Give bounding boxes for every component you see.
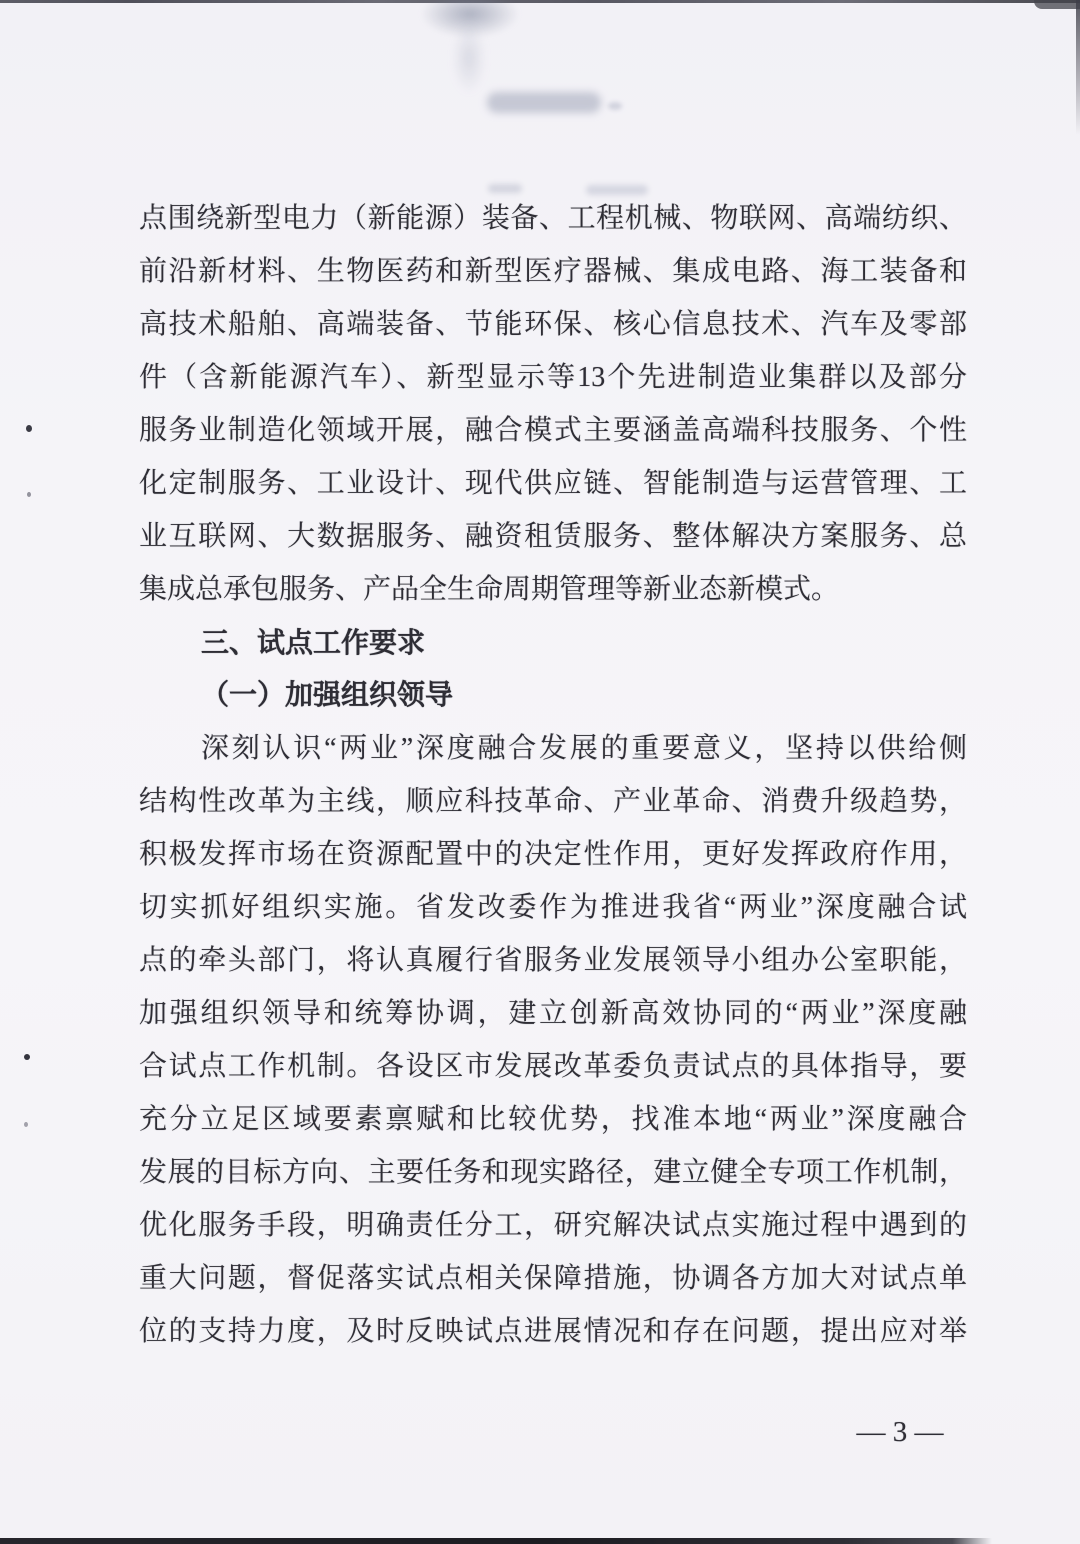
scan-smudge	[487, 92, 601, 113]
section-heading: 三、试点工作要求	[201, 627, 426, 658]
scan-right-edge	[1076, 0, 1080, 135]
body-line: 积极发挥市场在资源配置中的决定性作用，更好发挥政府作用，	[139, 839, 967, 870]
scan-top-edge	[0, 0, 1080, 3]
scan-speck	[27, 492, 31, 497]
body-line: 业互联网、大数据服务、融资租赁服务、整体解决方案服务、总	[139, 521, 967, 552]
scan-smudge	[452, 22, 486, 94]
subsection-heading: （一）加强组织领导	[201, 680, 454, 711]
body-line: 服务业制造化领域开展，融合模式主要涵盖高端科技服务、个性	[139, 415, 967, 446]
body-line: 发展的目标方向、主要任务和现实路径，建立健全专项工作机制，	[139, 1157, 967, 1188]
scan-smudge	[608, 102, 622, 110]
body-line: 充分立足区域要素禀赋和比较优势，找准本地“两业”深度融合	[139, 1104, 967, 1135]
body-line: 件（含新能源汽车）、新型显示等13个先进制造业集群以及部分	[139, 362, 967, 393]
document-body	[139, 192, 967, 1358]
scan-speck	[24, 1122, 28, 1127]
body-line: 前沿新材料、生物医药和新型医疗器械、集成电路、海工装备和	[139, 256, 967, 287]
body-line: 集成总承包服务、产品全生命周期管理等新业态新模式。	[139, 574, 840, 605]
body-line: 化定制服务、工业设计、现代供应链、智能制造与运营管理、工	[139, 468, 967, 499]
body-line: 点围绕新型电力（新能源）装备、工程机械、物联网、高端纺织、	[139, 203, 967, 234]
scan-corner-mark	[1034, 0, 1080, 9]
body-line: 重大问题，督促落实试点相关保障措施，协调各方加大对试点单	[139, 1263, 967, 1294]
body-line: 高技术船舶、高端装备、节能环保、核心信息技术、汽车及零部	[139, 309, 967, 340]
body-line: 加强组织领导和统筹协调，建立创新高效协同的“两业”深度融	[139, 998, 967, 1029]
scan-bottom-edge	[0, 1538, 992, 1544]
scan-speck	[24, 1054, 30, 1060]
body-line: 深刻认识“两业”深度融合发展的重要意义，坚持以供给侧	[201, 733, 967, 764]
scan-speck	[26, 425, 32, 432]
body-line: 点的牵头部门，将认真履行省服务业发展领导小组办公室职能，	[139, 945, 967, 976]
body-line: 结构性改革为主线，顺应科技革命、产业革命、消费升级趋势，	[139, 786, 967, 817]
body-line: 合试点工作机制。各设区市发展改革委负责试点的具体指导，要	[139, 1051, 967, 1082]
page-number: — 3 —	[856, 1416, 944, 1448]
body-line: 位的支持力度，及时反映试点进展情况和存在问题，提出应对举	[139, 1316, 967, 1347]
body-line: 切实抓好组织实施。省发改委作为推进我省“两业”深度融合试	[139, 892, 967, 923]
body-line: 优化服务手段，明确责任分工，研究解决试点实施过程中遇到的	[139, 1210, 967, 1241]
